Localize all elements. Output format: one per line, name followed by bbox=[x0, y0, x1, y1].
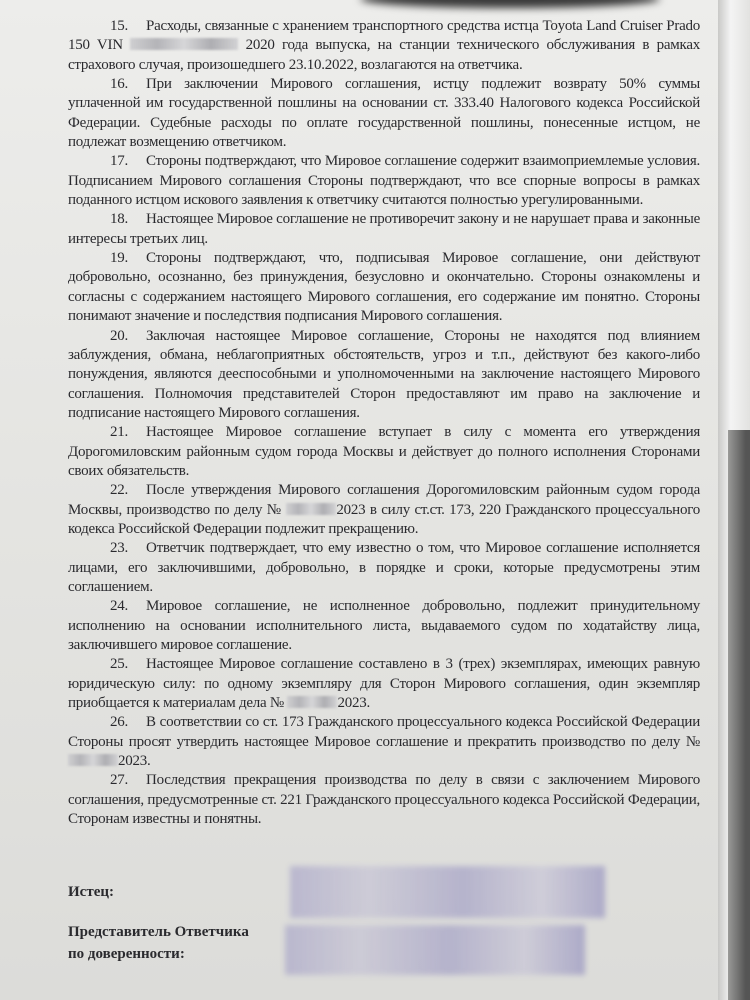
clause-number: 15. bbox=[110, 18, 128, 34]
clause-text: При заключении Мирового соглашения, истцу подлежит возврату 50% суммы уплаченной им государственной пошлины на основании ст. 333.40 Налогового кодекса Российской Федерации. Судебные расходы по оплате государственной пошлины, понесенные истцом, не подлежат возмещению ответчиком. bbox=[68, 76, 700, 151]
clause-text: Настоящее Мировое соглашение не противоречит закону и не нарушает права и законные интересы третьих лиц. bbox=[68, 211, 700, 247]
clause-18 bbox=[68, 210, 700, 249]
clause-number: 16. bbox=[110, 76, 128, 93]
clause-text: После утверждения Мирового соглашения Дорогомиловским районным судом города Москвы, производство по делу № bbox=[68, 482, 700, 518]
defendant-representative-label: Представитель Ответчика bbox=[68, 924, 249, 940]
clause-text: Стороны подтверждают, что Мировое соглашение содержит взаимоприемлемые условия. Подписанием Мирового соглашения Стороны подтверждают, что все спорные вопросы в рамках поданного истцом искового заявления к ответчику считаются полностью урегулированными. bbox=[68, 153, 700, 209]
clause-number: 18. bbox=[110, 211, 128, 228]
redacted-case-number bbox=[286, 503, 336, 515]
clause-text: Расходы, связанные с хранением транспортного средства истца Toyota Land Cruiser Prado 150 VIN bbox=[68, 18, 700, 54]
redacted-plaintiff-signature bbox=[290, 866, 605, 918]
clause-21 bbox=[68, 423, 700, 481]
clause-20 bbox=[68, 327, 700, 424]
clause-number: 26. bbox=[110, 714, 128, 731]
clause-19 bbox=[68, 249, 700, 326]
clause-text: Ответчик подтверждает, что ему известно о том, что Мировое соглашение исполняется лицами, его заключившими, добровольно, в порядке и сроки, которые предусмотрены этим соглашением. bbox=[68, 540, 700, 595]
clause-text: 2023. bbox=[118, 753, 151, 770]
clause-text: Мировое соглашение, не исполненное добровольно, подлежит принудительному исполнению на основании исполнительного листа, выдаваемого судом по ходатайству лица, заключившего мировое соглашение. bbox=[68, 598, 700, 653]
clause-text: 2023. bbox=[337, 695, 370, 712]
clause-text: 2020 года выпуска, на станции технического обслуживания в рамках страхового случая, произошедшего 23.10.2022, возлагаются на ответчика. bbox=[68, 37, 700, 73]
clause-24 bbox=[68, 597, 700, 655]
clause-23 bbox=[68, 539, 700, 597]
clause-text: Настоящее Мировое соглашение составлено в 3 (трех) экземплярах, имеющих равную юридическую силу: по одному экземпляру для Сторон Мирового соглашения, один экземпляр приобщается к материалам дела № bbox=[68, 656, 700, 712]
clause-number: 19. bbox=[110, 250, 128, 267]
clause-number: 25. bbox=[110, 656, 128, 673]
document-body bbox=[68, 17, 700, 829]
clause-number: 20. bbox=[110, 327, 128, 344]
clause-number: 17. bbox=[110, 153, 128, 170]
clause-number: 22. bbox=[110, 482, 128, 499]
clause-number: 24. bbox=[110, 598, 128, 615]
clause-26 bbox=[68, 713, 700, 771]
clause-16 bbox=[68, 75, 700, 152]
clause-text: Настоящее Мировое соглашение вступает в силу с момента его утверждения Дорогомиловским районным судом города Москвы и действует до полного исполнения Сторонами своих обязательств. bbox=[68, 424, 700, 479]
clause-22 bbox=[68, 481, 700, 539]
redacted-vin bbox=[130, 38, 238, 50]
plaintiff-label: Истец: bbox=[68, 884, 114, 900]
clause-25 bbox=[68, 655, 700, 713]
clause-text: Последствия прекращения производства по делу в связи с заключением Мирового соглашения, предусмотренные ст. 221 Гражданского процессуального кодекса Российской Федерации, Сторонам известны и понятны. bbox=[68, 772, 700, 828]
clause-27 bbox=[68, 771, 700, 829]
clause-17 bbox=[68, 152, 700, 210]
redacted-defendant-signature bbox=[285, 925, 585, 975]
clause-text: Стороны подтверждают, что, подписывая Мировое соглашение, они действуют добровольно, осознанно, без принуждения, безусловно и окончательно. Стороны ознакомлены и согласны с содержанием настоящего Мирового соглашения, его содержание им понятно. Стороны понимают значение и последствия подписания Мирового соглашения. bbox=[68, 250, 700, 325]
clause-number: 27. bbox=[110, 772, 128, 789]
clause-number: 21. bbox=[110, 424, 128, 441]
clause-15 bbox=[68, 17, 700, 75]
clause-text: В соответствии со ст. 173 Гражданского процессуального кодекса Российской Федерации Стороны просят утвердить настоящее Мировое соглашение и прекратить производство по делу № bbox=[68, 714, 700, 750]
power-of-attorney-label: по доверенности: bbox=[68, 946, 185, 962]
redacted-case-number bbox=[287, 696, 337, 708]
redacted-case-number bbox=[68, 754, 118, 766]
clause-text: Заключая настоящее Мировое соглашение, Стороны не находятся под влиянием заблуждения, обмана, неблагоприятных обстоятельств, угроз и т.п., действуют без какого-либо понуждения, являются дееспособными и уполномоченными на заключение настоящего Мирового соглашения. Полномочия представителей Сторон предоставляют им право на заключение и подписание настоящего Мирового соглашения. bbox=[68, 327, 700, 421]
background-shadow bbox=[728, 430, 750, 1000]
clause-text: 2023 в силу ст.ст. 173, 220 Гражданского процессуального кодекса Российской Федерации подлежит прекращению. bbox=[68, 501, 700, 537]
clause-number: 23. bbox=[110, 540, 128, 557]
